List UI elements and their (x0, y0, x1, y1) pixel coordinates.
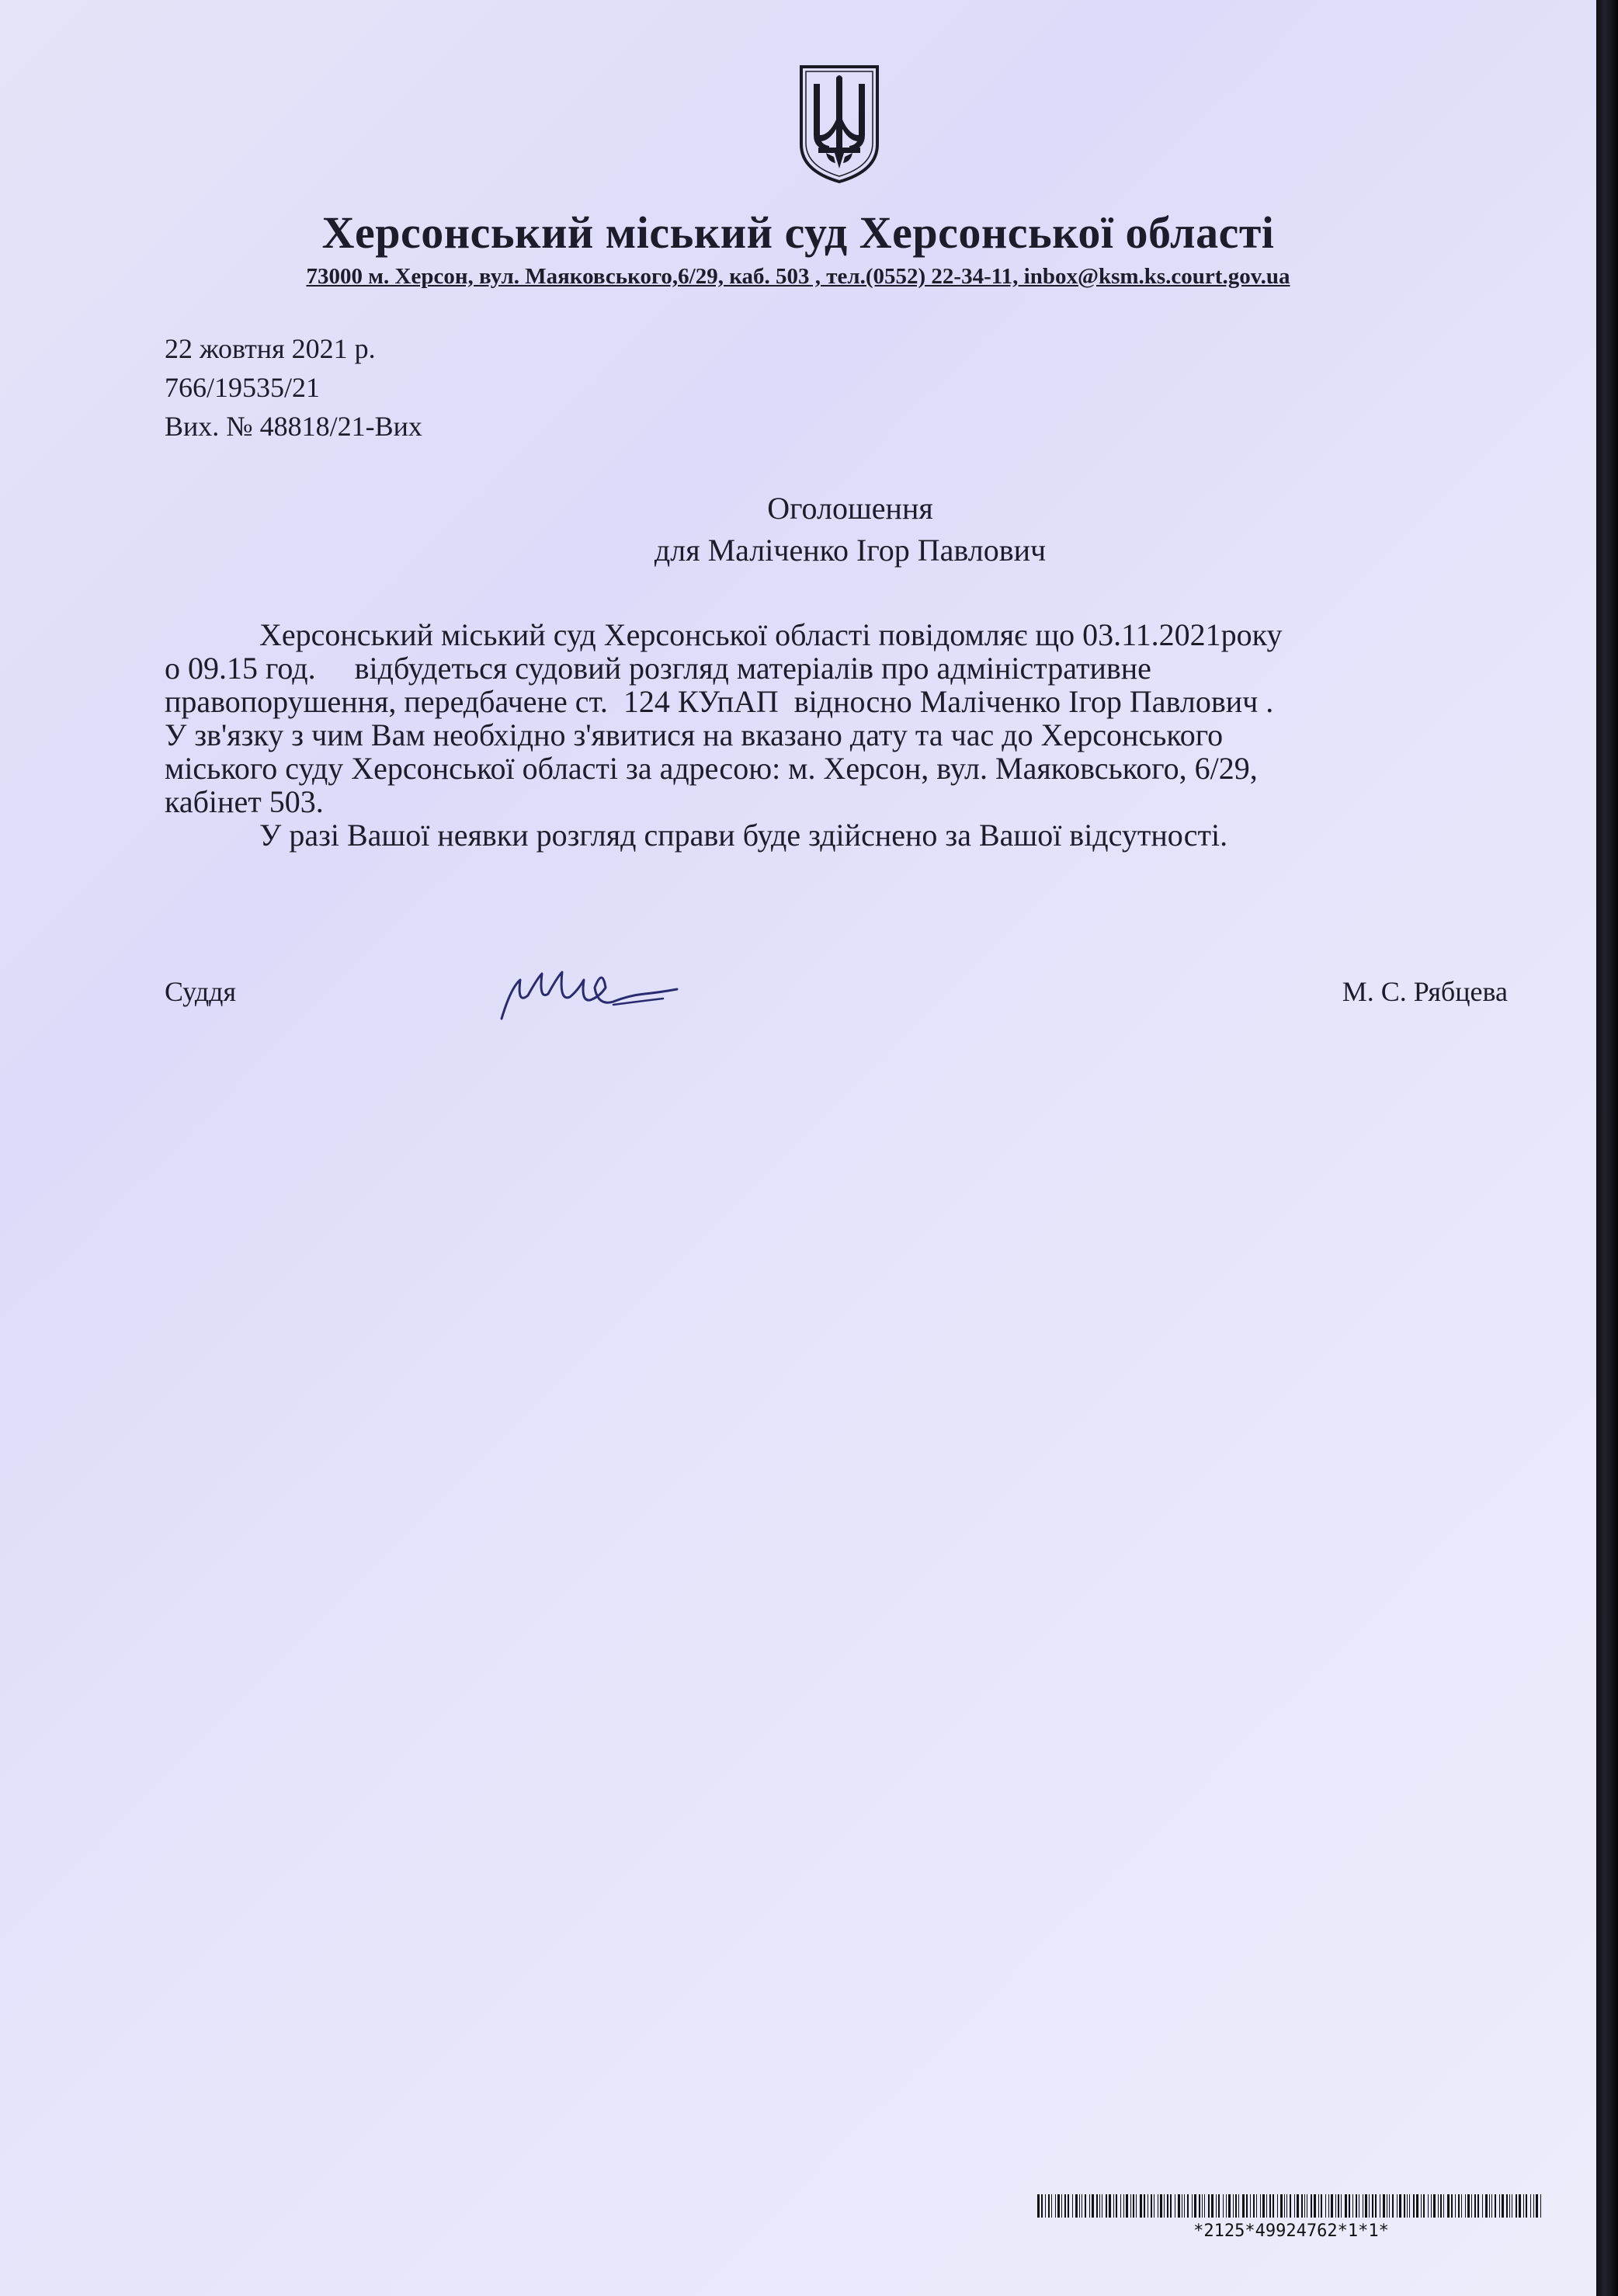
body-paragraph-2 (165, 818, 1508, 852)
announcement-body (165, 618, 1508, 852)
body-line: правопорушення, передбачене ст. 124 КУпАП відносно Маліченко Ігор Павлович . (165, 684, 1274, 719)
body-line: У зв'язку з чим Вам необхідно з'явитися на вказано дату та час до Херсонського (165, 717, 1224, 752)
handwritten-signature-icon (497, 957, 683, 1034)
announcement-recipient: для Маліченко Ігор Павлович (654, 533, 1047, 568)
body-line: о 09.15 год. відбудеться судовий розгляд матеріалів про адміністративне (165, 651, 1151, 686)
page-edge-shadow (1596, 0, 1618, 2296)
signature-block (165, 974, 1508, 1036)
body-line: кабінет 503. (165, 784, 324, 819)
body-line: У разі Вашої неявки розгляд справи буде здійснено за Вашої відсутності. (259, 818, 1228, 853)
trident-emblem-icon (797, 64, 882, 185)
body-line: міського суду Херсонської області за адресою: м. Херсон, вул. Маяковського, 6/29, (165, 751, 1258, 786)
judge-label: Суддя (165, 976, 237, 1007)
outgoing-number: Вих. № 48818/21-Вих (165, 411, 422, 442)
case-number: 766/19535/21 (165, 372, 321, 403)
announcement-title: Оголошення (767, 491, 933, 526)
court-address: 73000 м. Херсон, вул. Маяковського,6/29, каб. 503 , тел.(0552) 22-34-11, inbox@ksm.ks.court.gov.ua (306, 264, 1290, 289)
document-date: 22 жовтня 2021 р. (165, 333, 376, 364)
judge-name: М. С. Рябцева (1342, 976, 1508, 1007)
document-meta (165, 329, 422, 446)
court-name: Херсонський міський суд Херсонської області (321, 207, 1275, 258)
announcement-heading (0, 488, 1618, 571)
barcode-icon (1037, 2194, 1545, 2218)
body-line: Херсонський міський суд Херсонської області повідомляє що 03.11.2021року (259, 617, 1283, 652)
barcode-number: *2125*49924762*1*1* (1193, 2221, 1389, 2241)
body-paragraph-1 (165, 618, 1508, 818)
